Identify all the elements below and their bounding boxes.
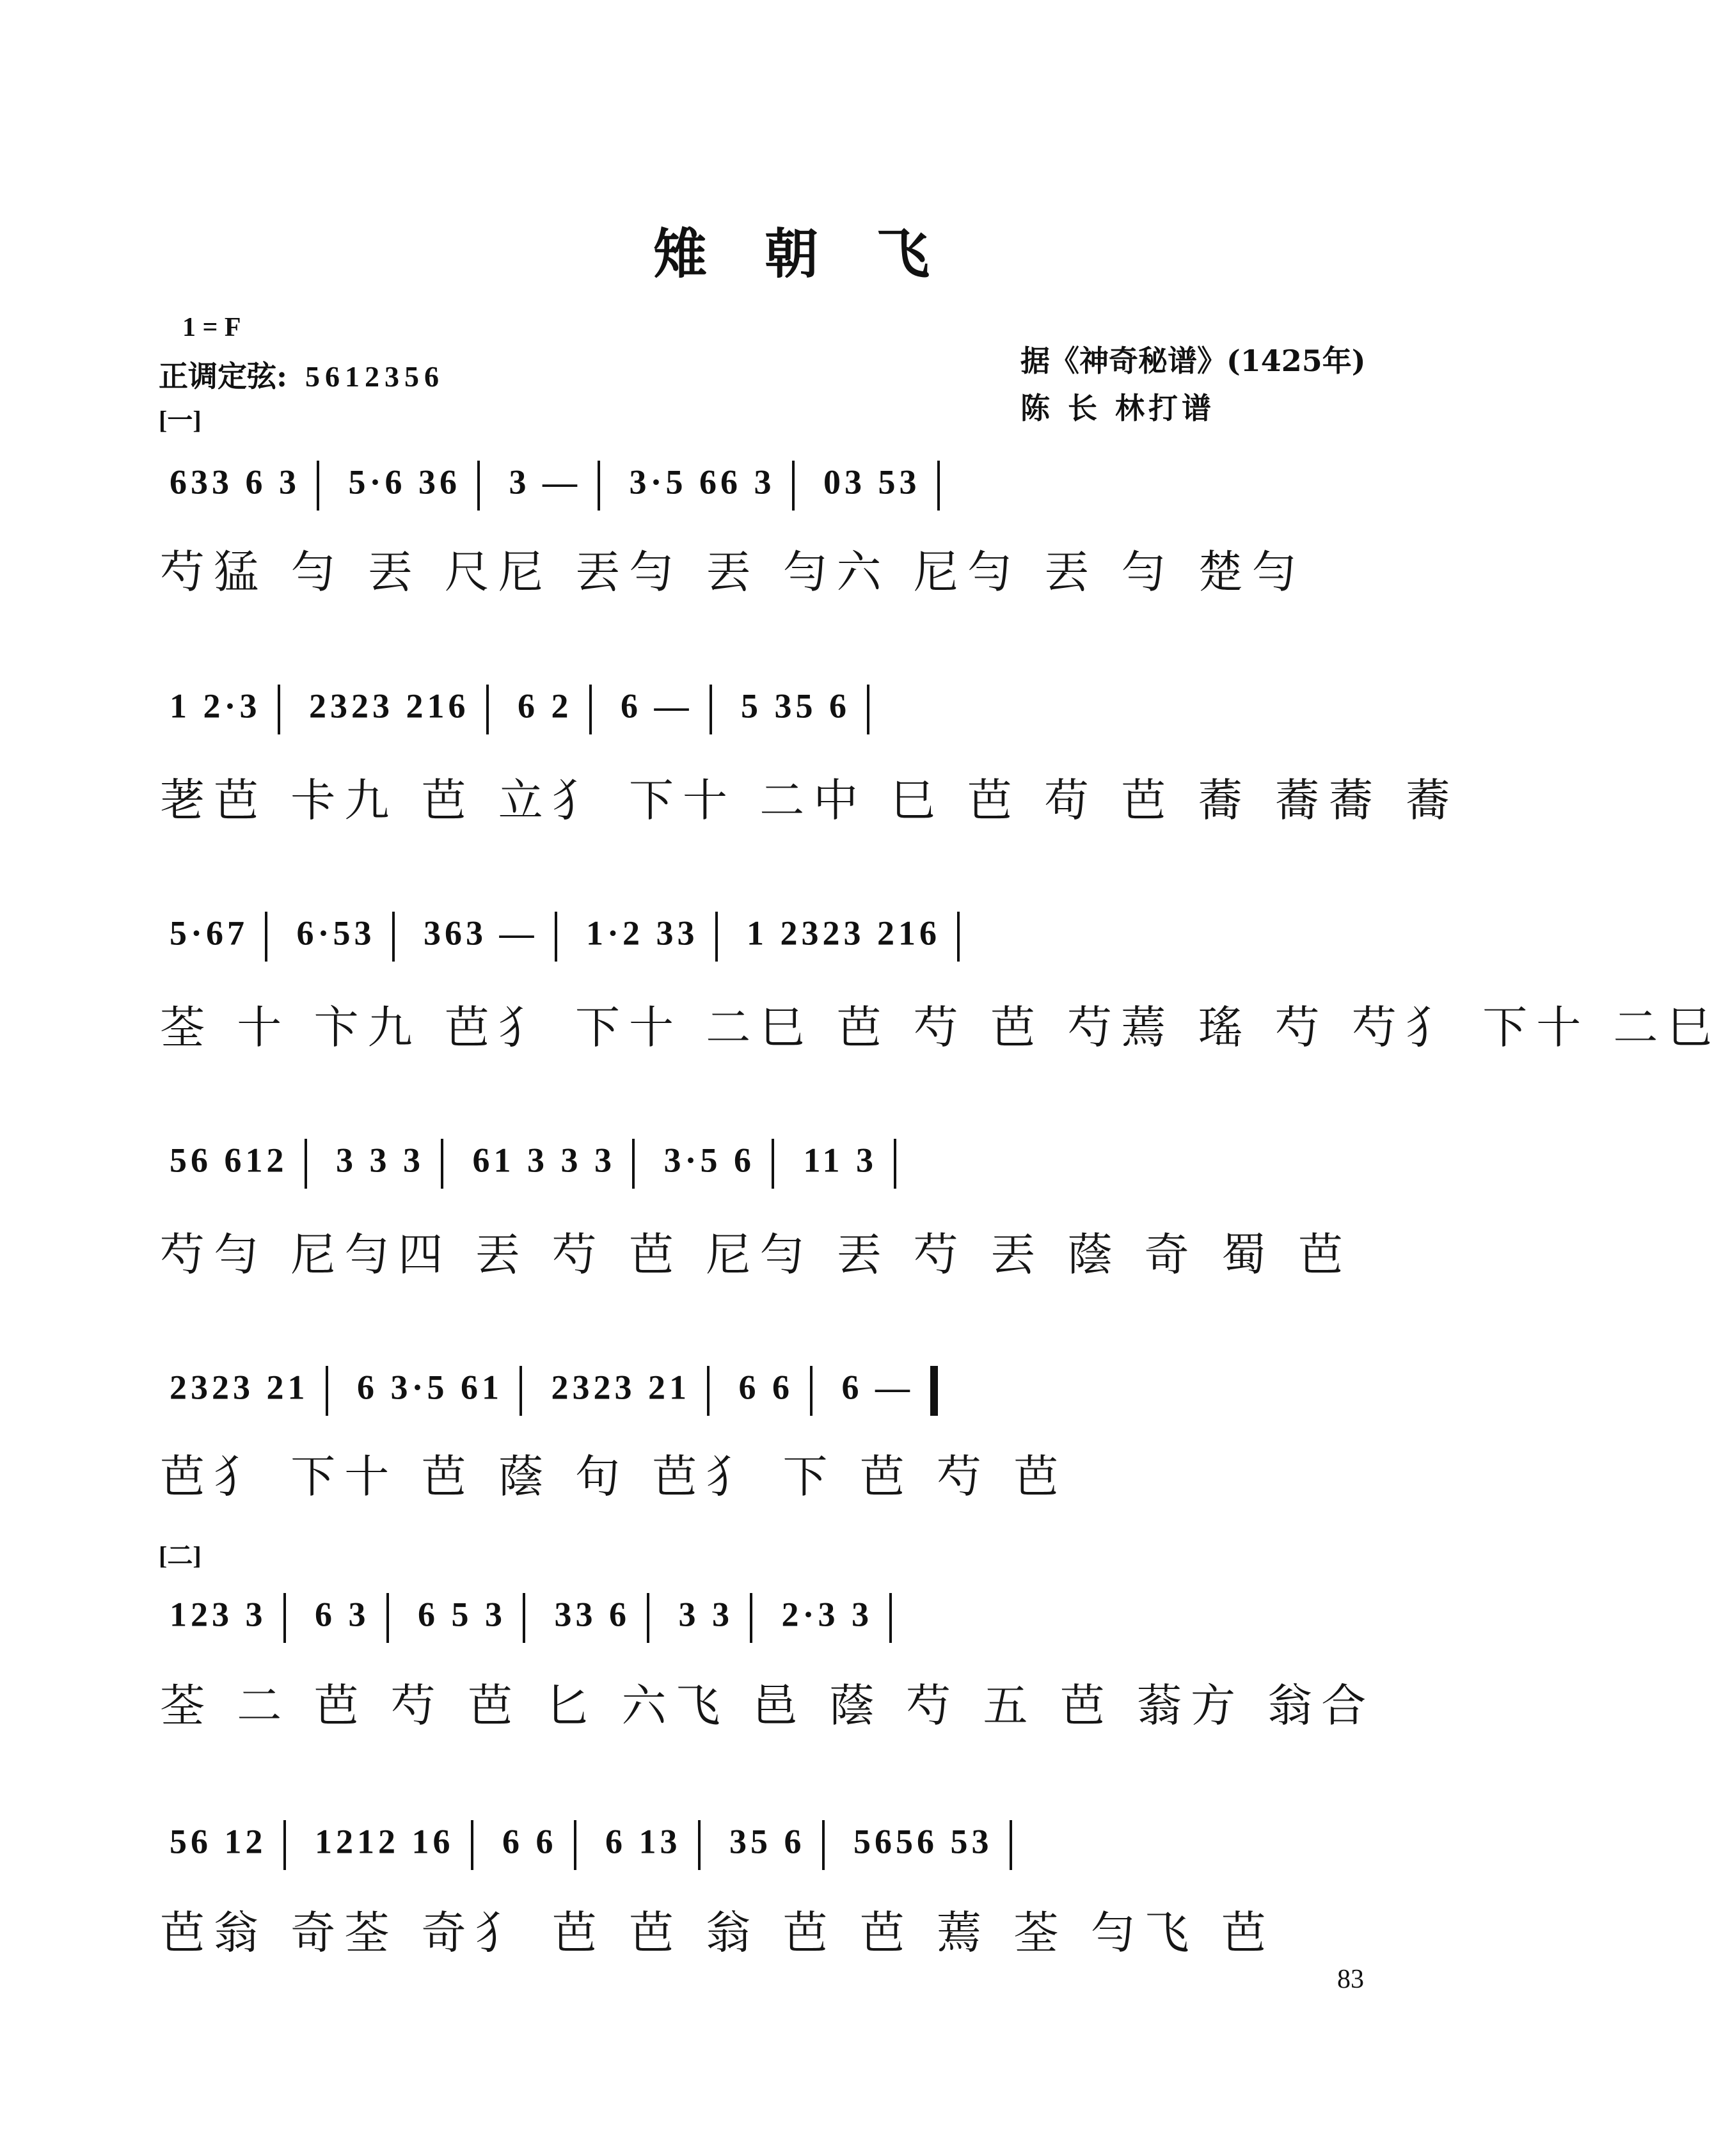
measure: 1212 16 [315,1822,454,1861]
measure: 363 — [424,914,538,953]
bar-line [574,1820,576,1870]
bar-line [555,912,557,962]
measure: 5·67 [170,914,249,953]
bar-line [386,1593,389,1643]
final-bar-line [930,1366,938,1416]
bar-line [772,1139,774,1189]
bar-line [305,1139,307,1189]
bar-line [477,461,480,511]
measure: 2323 21 [170,1368,309,1407]
measure: 1 2·3 [170,686,261,725]
measure: 6 5 3 [418,1595,506,1634]
bar-line [822,1820,825,1870]
measure: 61 3 3 3 [472,1141,615,1180]
bar-line [957,912,960,962]
measure: 5·6 36 [348,463,461,502]
bar-line [283,1593,286,1643]
measure: 6 — [841,1368,914,1407]
measure: 6 3 [315,1595,370,1634]
bar-line [1010,1820,1012,1870]
bar-line [471,1820,473,1870]
bar-line [647,1593,649,1643]
bar-line [523,1593,525,1643]
measure: 3 — [509,463,582,502]
measure: 03 53 [823,463,921,502]
jianpu-line-3 [170,912,1372,962]
measure: 3·5 66 3 [629,463,775,502]
bar-line [894,1139,896,1189]
bar-line [715,912,718,962]
jianzi-line-3: 荃 十 卞九 芭犭 下十 二巳 芭 芍 芭 芍蔫 瑤 芍 芍犭 下十 二巳 [160,1001,1721,1054]
bar-line [792,461,795,511]
bar-line [867,685,869,734]
bar-line [486,685,489,734]
bar-line [937,461,940,511]
measure: 1 2323 216 [747,914,941,953]
bar-line [441,1139,443,1189]
measure: 6 6 [502,1822,557,1861]
measure: 6 — [621,686,693,725]
arranger-credit: 陈 长 林打谱 [1020,391,1216,425]
bar-line [278,685,280,734]
bar-line [698,1820,701,1870]
measure: 3 3 3 [336,1141,424,1180]
jianpu-line-6 [170,1593,1372,1643]
measure: 633 6 3 [170,463,300,502]
measure: 35 6 [729,1822,805,1861]
bar-line [707,1366,710,1416]
measure: 6·53 [296,914,376,953]
key-signature: 1 = F [182,313,241,342]
measure: 33 6 [554,1595,630,1634]
measure: 11 3 [803,1141,878,1180]
jianpu-line-1 [170,461,1372,511]
bar-line [589,685,592,734]
bar-line [283,1820,286,1870]
measure: 6 2 [518,686,573,725]
bar-line [392,912,395,962]
measure: 6 6 [738,1368,794,1407]
measure: 2323 216 [309,686,470,725]
bar-line [632,1139,635,1189]
section-label-1: [一] [159,406,202,434]
measure: 5656 53 [853,1822,993,1861]
jianzi-line-2: 荖芭 卡九 芭 立犭 下十 二中 巳 芭 苟 芭 蕎 蕎蕎 蕎 [160,774,1460,827]
jianpu-line-5 [170,1366,1372,1416]
bar-line [265,912,267,962]
measure: 5 35 6 [741,686,851,725]
measure: 3 3 [678,1595,733,1634]
measure: 6 3·5 61 [357,1368,504,1407]
jianpu-line-7 [170,1820,1372,1870]
measure: 2·3 3 [781,1595,873,1634]
piece-title: 雉朝飞 [653,222,987,285]
tuning-line [159,353,444,395]
page-number: 83 [1337,1965,1364,1994]
bar-line [317,461,319,511]
measure: 123 3 [170,1595,267,1634]
bar-line [750,1593,752,1643]
tuning-notes: 5612356 [305,360,444,393]
jianzi-line-5: 芭犭 下十 芭 蔭 句 芭犭 下 芭 芍 芭 [160,1450,1068,1503]
jianpu-line-2 [170,685,1372,734]
measure: 2323 21 [551,1368,691,1407]
measure: 56 12 [170,1822,267,1861]
bar-line [326,1366,328,1416]
tuning-label: 正调定弦: [159,359,287,393]
jianzi-line-1: 芍猛 勻 丟 尺尼 丟勻 丟 勻六 尼勻 丟 勻 楚勻 [160,546,1306,598]
bar-line [710,685,712,734]
measure: 3·5 6 [663,1141,756,1180]
bar-line [519,1366,522,1416]
measure: 6 13 [605,1822,681,1861]
bar-line [810,1366,813,1416]
jianpu-line-4 [170,1139,1372,1189]
jianzi-line-4: 芍勻 尼勻四 丟 芍 芭 尼勻 丟 芍 丟 蔭 奇 蜀 芭 [160,1228,1352,1281]
jianzi-line-7: 芭翁 奇荃 奇犭 芭 芭 翁 芭 芭 蔫 荃 勻飞 芭 [160,1906,1275,1959]
source-credit: 据《神奇秘谱》(1425年) [1020,344,1366,378]
bar-line [598,461,600,511]
bar-line [889,1593,892,1643]
measure: 56 612 [170,1141,288,1180]
jianzi-line-6: 荃 二 芭 芍 芭 匕 六飞 邑 蔭 芍 五 芭 蓊方 翁合 [160,1679,1376,1732]
section-label-2: [二] [159,1541,202,1570]
measure: 1·2 33 [586,914,699,953]
